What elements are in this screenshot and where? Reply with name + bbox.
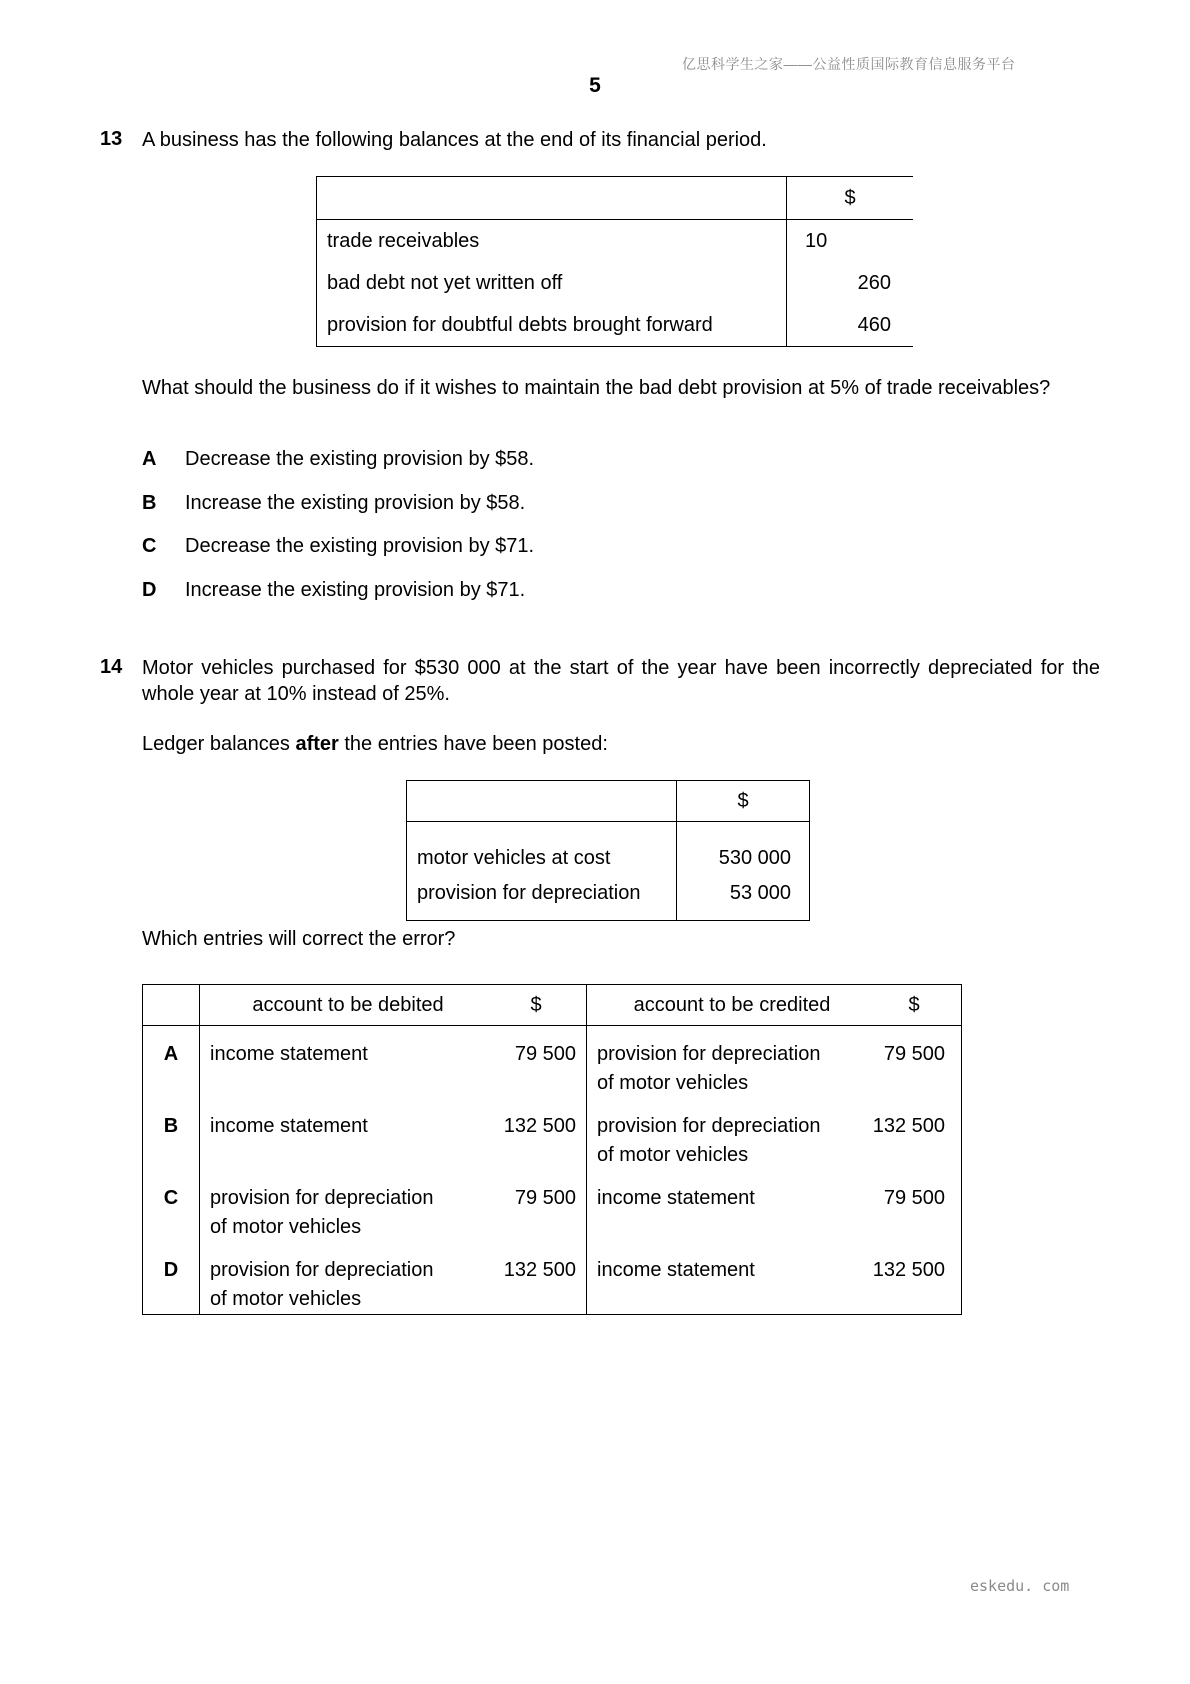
q14-ledger-label: provision for depreciation: [407, 874, 677, 921]
credit-account-line: of motor vehicles: [597, 1144, 749, 1166]
ledger-caption-prefix: Ledger balances: [142, 733, 296, 755]
credit-account-line: income statement: [597, 1187, 755, 1209]
debit-value: 79 500: [486, 1026, 587, 1099]
debit-value: 132 500: [486, 1098, 587, 1170]
debit-account-line: of motor vehicles: [210, 1216, 362, 1238]
option-letter[interactable]: C: [143, 1170, 200, 1242]
debit-value-header: $: [486, 985, 587, 1026]
credit-account: [587, 1026, 868, 1099]
debit-account-line: provision for depreciation: [210, 1187, 434, 1209]
debit-account: [200, 1098, 487, 1170]
watermark-text: 亿思科学生之家——公益性质国际教育信息服务平台: [682, 56, 1016, 72]
debit-account-line: provision for depreciation: [210, 1259, 434, 1281]
table-row: [317, 304, 914, 347]
debit-account-line: of motor vehicles: [210, 1288, 362, 1310]
debit-value: 79 500: [486, 1170, 587, 1242]
option-letter[interactable]: D: [143, 1242, 200, 1315]
credit-value-header: $: [867, 985, 962, 1026]
q13-balances-table: [316, 176, 913, 347]
credit-value: 132 500: [867, 1242, 962, 1315]
credit-account: [587, 1170, 868, 1242]
credit-account-line: provision for depreciation: [597, 1115, 821, 1137]
debit-account: [200, 1170, 487, 1242]
debit-account-line: income statement: [210, 1043, 368, 1065]
debit-account-line: income statement: [210, 1115, 368, 1137]
q13-option-c-letter: C: [142, 535, 157, 557]
q13-option-a-text[interactable]: Decrease the existing provision by $58.: [185, 448, 535, 470]
debit-account: [200, 1242, 487, 1315]
q13-option-d-text[interactable]: Increase the existing provision by $71.: [185, 579, 526, 601]
credit-account: [587, 1242, 868, 1315]
q13-row-label: provision for doubtful debts brought forward: [317, 304, 787, 347]
q13-option-b-text[interactable]: Increase the existing provision by $58.: [185, 492, 526, 514]
table-row[interactable]: [143, 1098, 962, 1170]
table-row: [317, 262, 914, 304]
question-14-prompt: Which entries will correct the error?: [142, 928, 456, 950]
credit-value: 79 500: [867, 1170, 962, 1242]
q13-row-value: 260: [857, 271, 891, 294]
q13-row-label: trade receivables: [317, 220, 787, 263]
page-number: 5: [589, 74, 601, 97]
q13-option-b-letter: B: [142, 492, 157, 514]
question-14-intro: Motor vehicles purchased for $530 000 at the start of the year have been incorrectly depreciated for the whole year at 10% instead of 25%.: [142, 657, 1100, 705]
q14-ledger-label: motor vehicles at cost: [407, 822, 677, 875]
q13-table-blank-header: [317, 177, 787, 220]
ledger-caption-bold: after: [295, 733, 339, 755]
question-14-number: 14: [100, 656, 123, 678]
q13-row-label: bad debt not yet written off: [317, 262, 787, 304]
footer-site-text: eskedu. com: [970, 1577, 1070, 1595]
question-14-ledger-caption: [142, 731, 608, 757]
q14-ledger-currency-header: $: [677, 781, 810, 822]
q14-answer-blank-header: [143, 985, 200, 1026]
q13-option-d-letter: D: [142, 579, 157, 601]
q14-ledger-value: 530 000: [677, 822, 810, 875]
credit-account-line: of motor vehicles: [597, 1072, 749, 1094]
debit-account-header: account to be debited: [200, 985, 487, 1026]
q13-option-c-text[interactable]: Decrease the existing provision by $71.: [185, 535, 535, 557]
q14-answer-table: [142, 984, 962, 1315]
option-letter[interactable]: A: [143, 1026, 200, 1099]
table-row: [407, 874, 810, 921]
credit-value: 132 500: [867, 1098, 962, 1170]
q14-ledger-table: [406, 780, 810, 921]
credit-account: [587, 1098, 868, 1170]
ledger-caption-suffix: the entries have been posted:: [338, 733, 608, 755]
q13-row-value: 10: [805, 229, 828, 252]
question-13-number: 13: [100, 128, 123, 150]
q13-option-a-letter: A: [142, 448, 157, 470]
debit-account: [200, 1026, 487, 1099]
question-13-prompt: What should the business do if it wishes to maintain the bad debt provision at 5% of trade receivables?: [142, 377, 1051, 399]
table-row: [317, 220, 914, 263]
table-row[interactable]: [143, 1026, 962, 1099]
credit-account-line: provision for depreciation: [597, 1043, 821, 1065]
q13-currency-header: $: [787, 177, 914, 220]
credit-value: 79 500: [867, 1026, 962, 1099]
debit-value: 132 500: [486, 1242, 587, 1315]
q14-ledger-value: 53 000: [677, 874, 810, 921]
table-row[interactable]: [143, 1242, 962, 1315]
credit-account-header: account to be credited: [587, 985, 868, 1026]
option-letter[interactable]: B: [143, 1098, 200, 1170]
question-13-intro: A business has the following balances at the end of its financial period.: [142, 129, 767, 151]
q14-ledger-blank-header: [407, 781, 677, 822]
table-row[interactable]: [143, 1170, 962, 1242]
table-row: [407, 822, 810, 875]
credit-account-line: income statement: [597, 1259, 755, 1281]
q13-row-value: 460: [787, 304, 914, 347]
